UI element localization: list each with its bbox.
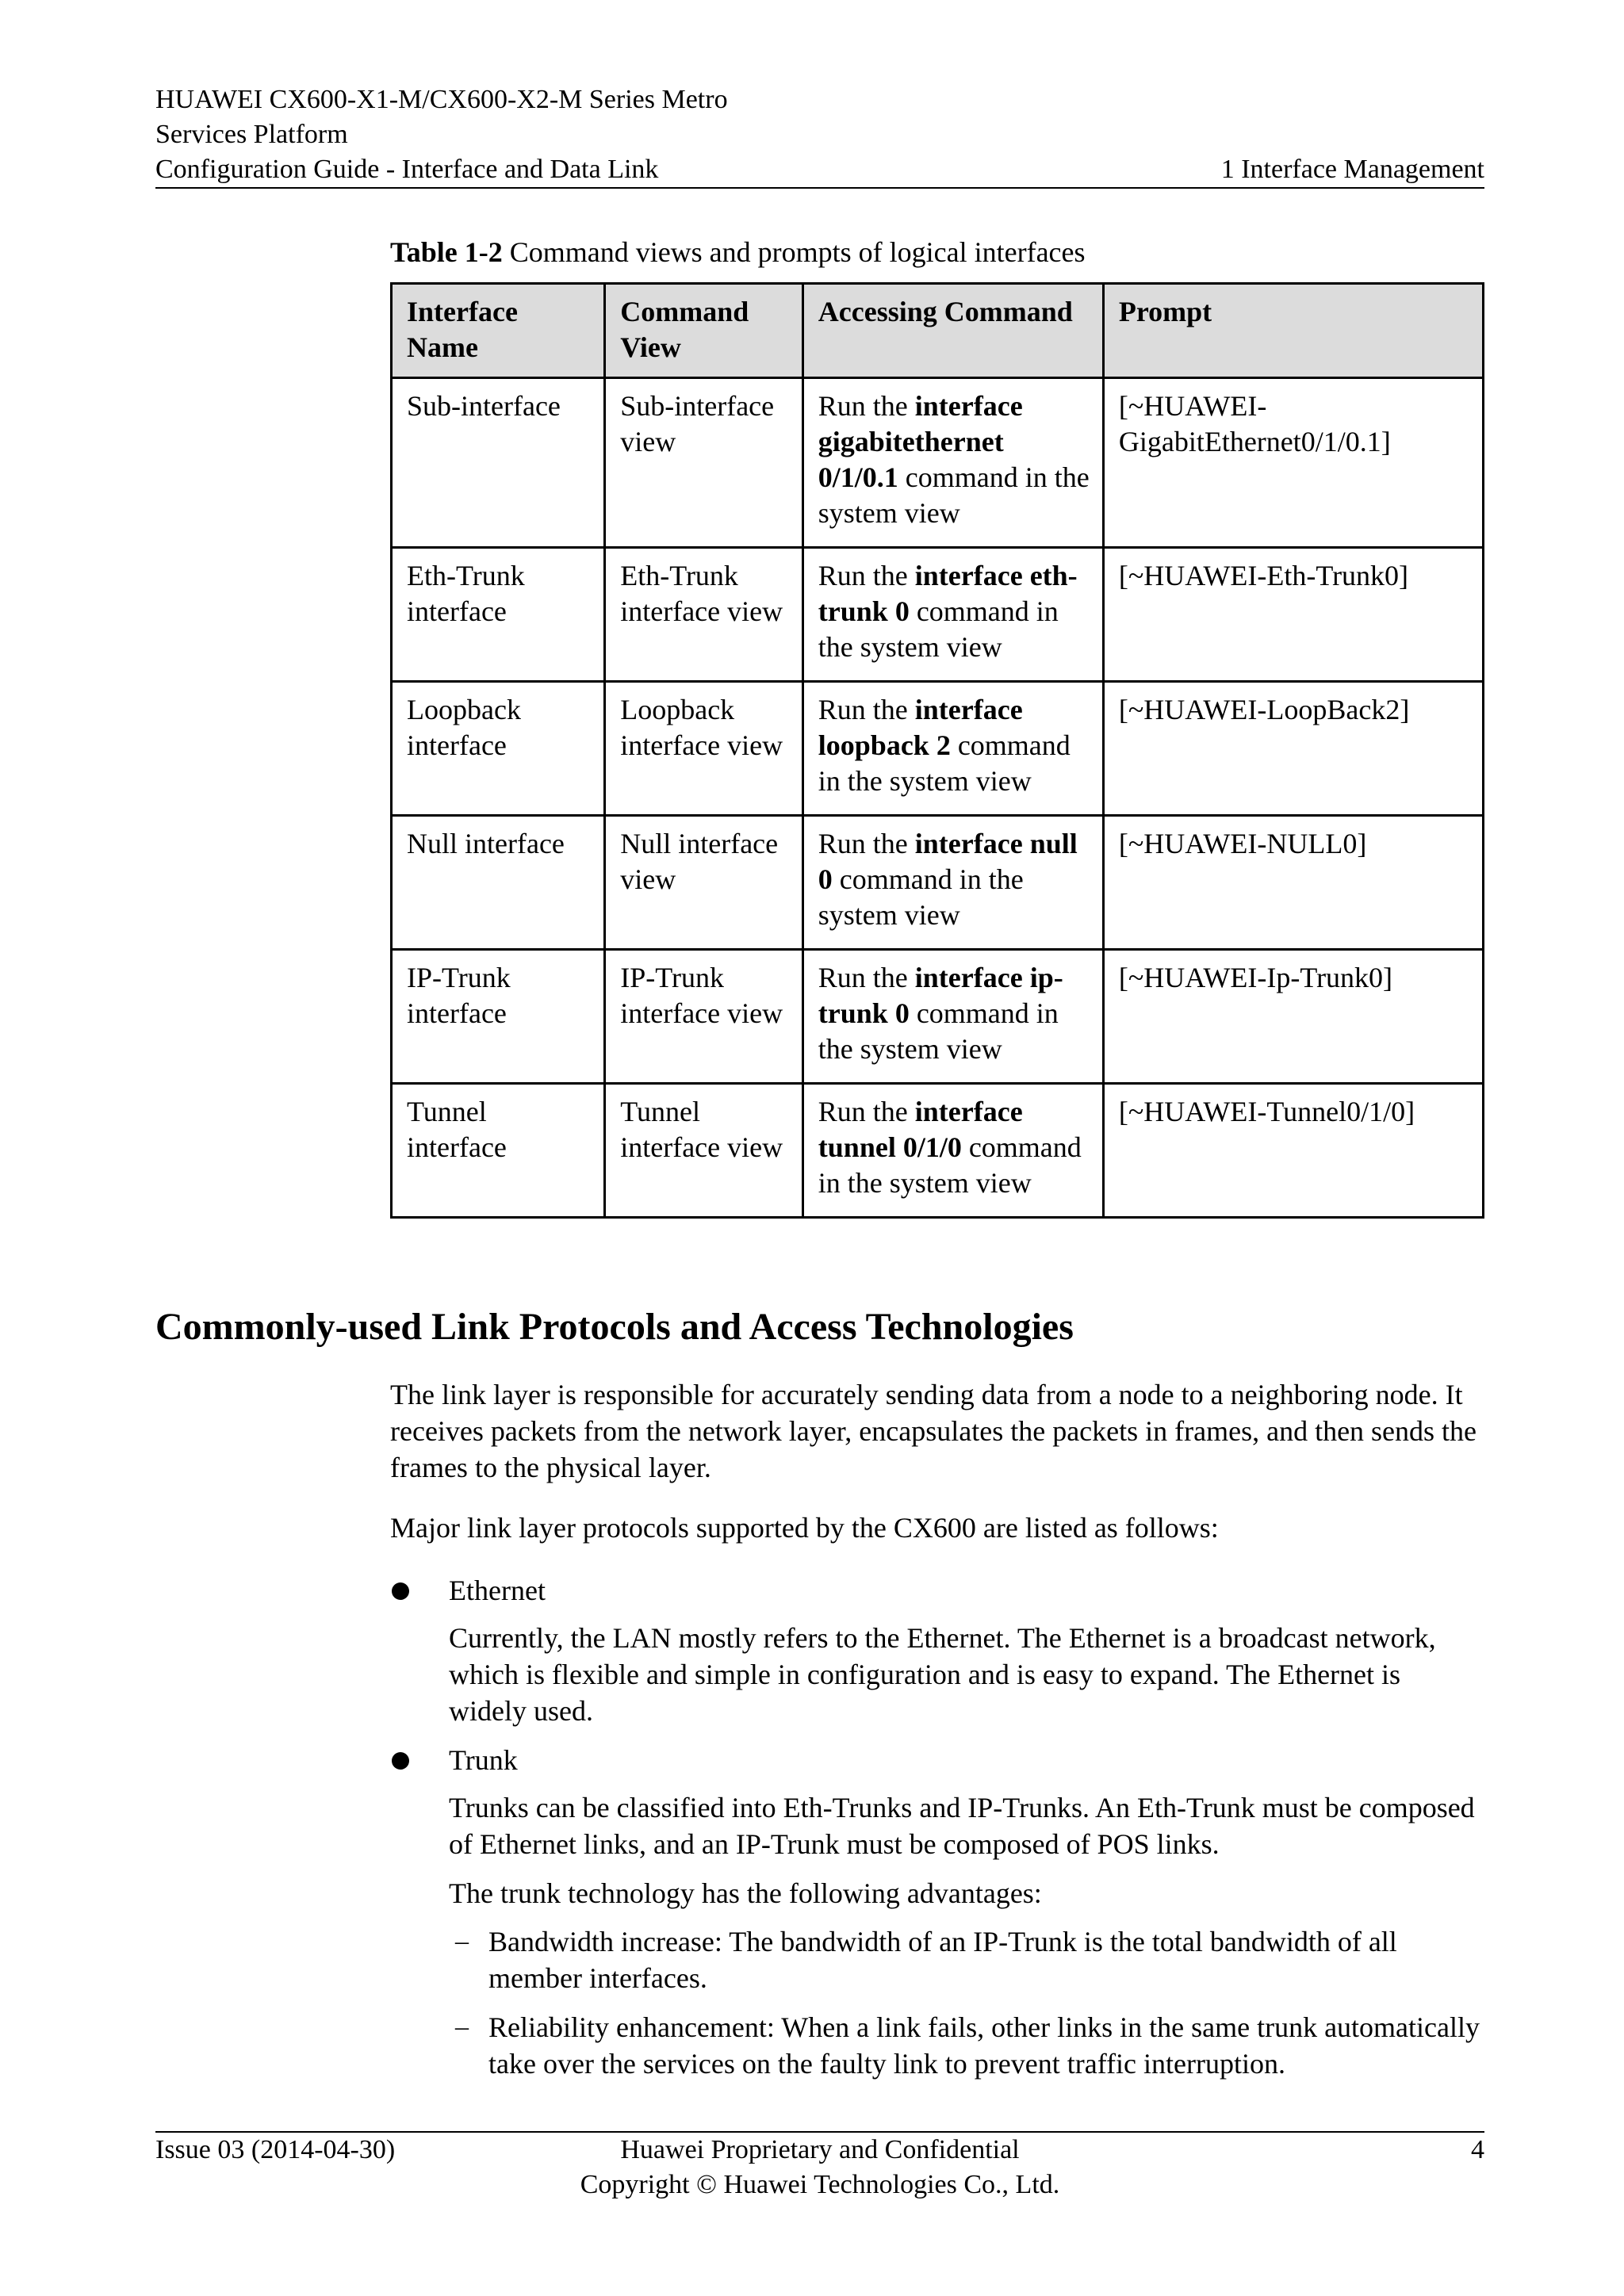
header-chapter: 1 Interface Management xyxy=(1220,155,1484,184)
cell-interface-name: IP-Trunk interface xyxy=(392,950,605,1084)
cell-accessing-command xyxy=(802,548,1103,682)
col-header-interface-name: Interface Name xyxy=(392,284,605,378)
cmd-prefix: Run the xyxy=(818,962,915,993)
section-paragraph-2: Major link layer protocols supported by the CX600 are listed as follows: xyxy=(390,1512,1219,1544)
table-caption xyxy=(390,235,1086,270)
cmd-keyword: interface eth-trunk 0 xyxy=(818,560,1078,627)
cmd-keyword: interface loopback 2 xyxy=(818,694,1023,761)
cell-prompt: [~HUAWEI-GigabitEthernet0/1/0.1] xyxy=(1103,378,1483,548)
table-row xyxy=(392,1084,1484,1218)
cell-accessing-command xyxy=(802,950,1103,1084)
table-caption-label: Table 1-2 xyxy=(390,236,503,268)
bullet-title-ethernet: Ethernet xyxy=(449,1575,546,1606)
table-row xyxy=(392,548,1484,682)
col-header-command-view: Command View xyxy=(605,284,803,378)
col-header-prompt: Prompt xyxy=(1103,284,1483,378)
cell-prompt: [~HUAWEI-NULL0] xyxy=(1103,816,1483,950)
footer-copyright: Copyright © Huawei Technologies Co., Ltd. xyxy=(580,2170,1060,2199)
section-paragraph-1: The link layer is responsible for accurately sending data from a node to a neighboring node. It receives packets from the network layer, encapsulates the packets in frames, and then sends the frames to the physical layer. xyxy=(390,1379,1477,1483)
cell-accessing-command xyxy=(802,1084,1103,1218)
cmd-prefix: Run the xyxy=(818,560,915,591)
cmd-prefix: Run the xyxy=(818,1096,915,1127)
cmd-keyword: interface gigabitethernet 0/1/0.1 xyxy=(818,390,1023,493)
cell-interface-name: Eth-Trunk interface xyxy=(392,548,605,682)
bullet-icon xyxy=(392,1582,409,1600)
header-product-line2: Services Platform xyxy=(155,120,348,149)
table-header-row xyxy=(392,284,1484,378)
header-guide-title: Configuration Guide - Interface and Data Link xyxy=(155,155,659,184)
table-row xyxy=(392,682,1484,816)
cmd-suffix: command in the system view xyxy=(818,461,1090,529)
cell-command-view: Loopback interface view xyxy=(605,682,803,816)
cmd-prefix: Run the xyxy=(818,390,915,422)
cell-interface-name: Tunnel interface xyxy=(392,1084,605,1218)
footer-page-number: 4 xyxy=(1471,2135,1484,2164)
cmd-suffix: command in the system view xyxy=(818,1131,1082,1199)
dash-marker: – xyxy=(455,2012,469,2042)
cell-command-view: IP-Trunk interface view xyxy=(605,950,803,1084)
cmd-suffix: command in the system view xyxy=(818,595,1059,663)
cmd-suffix: command in the system view xyxy=(818,997,1059,1065)
bullet-icon xyxy=(392,1752,409,1770)
bullet-body-trunk: Trunks can be classified into Eth-Trunks and IP-Trunks. An Eth-Trunk must be composed of Ethernet links, and an IP-Trunk must be composed of POS links. xyxy=(449,1792,1475,1860)
table-caption-text: Command views and prompts of logical interfaces xyxy=(502,236,1086,268)
cell-interface-name: Sub-interface xyxy=(392,378,605,548)
cell-prompt: [~HUAWEI-LoopBack2] xyxy=(1103,682,1483,816)
bullet-body-ethernet: Currently, the LAN mostly refers to the Ethernet. The Ethernet is a broadcast network, which is flexible and simple in configuration and is easy to expand. The Ethernet is widely used. xyxy=(449,1622,1436,1727)
cell-command-view: Null interface view xyxy=(605,816,803,950)
cell-command-view: Sub-interface view xyxy=(605,378,803,548)
header-rule xyxy=(155,187,1484,189)
cell-prompt: [~HUAWEI-Ip-Trunk0] xyxy=(1103,950,1483,1084)
cmd-suffix: command in the system view xyxy=(818,729,1071,797)
cmd-keyword: interface tunnel 0/1/0 xyxy=(818,1096,1023,1163)
cell-interface-name: Null interface xyxy=(392,816,605,950)
footer-issue: Issue 03 (2014-04-30) xyxy=(155,2135,396,2164)
bullet-title-trunk: Trunk xyxy=(449,1744,518,1776)
cell-prompt: [~HUAWEI-Eth-Trunk0] xyxy=(1103,548,1483,682)
cmd-prefix: Run the xyxy=(818,694,915,725)
col-header-accessing-command: Accessing Command xyxy=(802,284,1103,378)
cmd-prefix: Run the xyxy=(818,828,915,859)
header-product-line1: HUAWEI CX600-X1-M/CX600-X2-M Series Metro xyxy=(155,85,728,114)
section-title: Commonly-used Link Protocols and Access Technologies xyxy=(155,1306,1074,1348)
table-row xyxy=(392,816,1484,950)
cell-prompt: [~HUAWEI-Tunnel0/1/0] xyxy=(1103,1084,1483,1218)
bullet-body-trunk-advantages: The trunk technology has the following advantages: xyxy=(449,1877,1042,1909)
cmd-keyword: interface null 0 xyxy=(818,828,1078,895)
table-row xyxy=(392,950,1484,1084)
command-views-table xyxy=(390,282,1484,1219)
cell-command-view: Tunnel interface view xyxy=(605,1084,803,1218)
subitem-bandwidth: Bandwidth increase: The bandwidth of an IP-Trunk is the total bandwidth of all member interfaces. xyxy=(488,1926,1397,1994)
footer-confidential: Huawei Proprietary and Confidential xyxy=(620,2135,1020,2164)
dash-marker: – xyxy=(455,1927,469,1956)
cell-accessing-command xyxy=(802,682,1103,816)
cmd-suffix: command in the system view xyxy=(818,863,1024,931)
cell-command-view: Eth-Trunk interface view xyxy=(605,548,803,682)
cell-interface-name: Loopback interface xyxy=(392,682,605,816)
cell-accessing-command xyxy=(802,816,1103,950)
cell-accessing-command xyxy=(802,378,1103,548)
subitem-reliability: Reliability enhancement: When a link fails, other links in the same trunk automatically take over the services on the faulty link to prevent traffic interruption. xyxy=(488,2011,1480,2080)
cmd-keyword: interface ip-trunk 0 xyxy=(818,962,1063,1029)
table-row xyxy=(392,378,1484,548)
